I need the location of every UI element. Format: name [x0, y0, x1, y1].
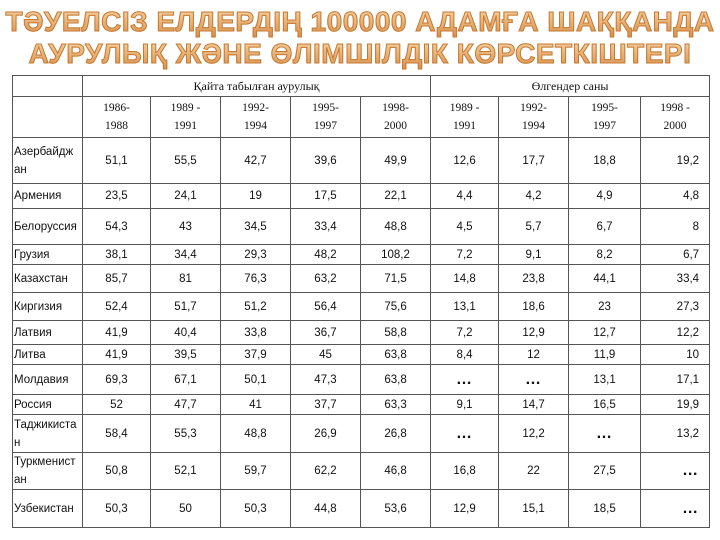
table-cell: 13,2: [641, 415, 710, 453]
table-cell: 7,2: [431, 245, 499, 265]
table-cell: 44,1: [569, 265, 641, 293]
table-cell: 10: [641, 345, 710, 365]
table-row: [13, 321, 710, 345]
table-cell: 63,2: [291, 265, 361, 293]
table-cell: 13,1: [431, 293, 499, 321]
table-cell: 4,2: [499, 184, 569, 209]
header-empty: [13, 97, 83, 138]
table-cell: 17,5: [291, 184, 361, 209]
year-header: 1989 - 1991: [151, 97, 221, 138]
table-cell: 33,8: [221, 321, 291, 345]
table-cell: 23,5: [83, 184, 151, 209]
table-cell: 41,9: [83, 321, 151, 345]
table-cell: 6,7: [641, 245, 710, 265]
table-cell: 19: [221, 184, 291, 209]
table-row: [13, 345, 710, 365]
country-name: Грузия: [13, 245, 83, 265]
country-name: Киргизия: [13, 293, 83, 321]
table-row: [13, 209, 710, 245]
table-cell: 12,2: [641, 321, 710, 345]
statistics-table: [12, 75, 710, 528]
table-cell: 71,5: [361, 265, 431, 293]
country-name: Таджикистан: [13, 415, 83, 453]
table-cell: 6,7: [569, 209, 641, 245]
page-title: [0, 0, 720, 70]
table-cell: 53,6: [361, 490, 431, 528]
country-name: Литва: [13, 345, 83, 365]
table-row: [13, 365, 710, 395]
table-cell: 4,5: [431, 209, 499, 245]
table-cell: 41,9: [83, 345, 151, 365]
table-cell: 41: [221, 395, 291, 415]
table-cell: 51,2: [221, 293, 291, 321]
table-row: [13, 490, 710, 528]
table-cell: 55,3: [151, 415, 221, 453]
table-cell: 55,5: [151, 138, 221, 184]
table-cell: 18,8: [569, 138, 641, 184]
table-cell: …: [641, 490, 710, 528]
table-cell: 85,7: [83, 265, 151, 293]
table-cell: 12,6: [431, 138, 499, 184]
table-cell: 27,5: [569, 453, 641, 490]
country-name: Казахстан: [13, 265, 83, 293]
table-cell: 36,7: [291, 321, 361, 345]
header-corner: [13, 76, 83, 97]
table-cell: 38,1: [83, 245, 151, 265]
table-cell: 24,1: [151, 184, 221, 209]
table-cell: 12,9: [499, 321, 569, 345]
table-cell: 45: [291, 345, 361, 365]
table-cell: 12,9: [431, 490, 499, 528]
country-name: Россия: [13, 395, 83, 415]
table-cell: 49,9: [361, 138, 431, 184]
table-cell: 81: [151, 265, 221, 293]
table-cell: 15,1: [499, 490, 569, 528]
table-cell: 48,8: [361, 209, 431, 245]
table-cell: 50,3: [221, 490, 291, 528]
table-cell: 52: [83, 395, 151, 415]
country-name: Белоруссия: [13, 209, 83, 245]
table-cell: 39,6: [291, 138, 361, 184]
table-cell: 52,4: [83, 293, 151, 321]
year-header: 1998 - 2000: [641, 97, 710, 138]
table-cell: 19,9: [641, 395, 710, 415]
table-cell: 50: [151, 490, 221, 528]
table-cell: …: [431, 415, 499, 453]
table-cell: 50,3: [83, 490, 151, 528]
table-cell: 33,4: [291, 209, 361, 245]
table-cell: 50,1: [221, 365, 291, 395]
table-cell: 69,3: [83, 365, 151, 395]
year-header: 1995- 1997: [569, 97, 641, 138]
year-header: 1998- 2000: [361, 97, 431, 138]
table-cell: 8,2: [569, 245, 641, 265]
country-name: Латвия: [13, 321, 83, 345]
table-cell: 63,3: [361, 395, 431, 415]
table-cell: 33,4: [641, 265, 710, 293]
table-cell: 4,8: [641, 184, 710, 209]
table-cell: 40,4: [151, 321, 221, 345]
year-header: 1992- 1994: [499, 97, 569, 138]
table-cell: 11,9: [569, 345, 641, 365]
table-cell: 47,3: [291, 365, 361, 395]
year-header: 1992- 1994: [221, 97, 291, 138]
table-cell: 56,4: [291, 293, 361, 321]
table-cell: 34,5: [221, 209, 291, 245]
table-cell: 22,1: [361, 184, 431, 209]
country-name: Туркменистан: [13, 453, 83, 490]
table-row: [13, 395, 710, 415]
table-cell: 29,3: [221, 245, 291, 265]
table-cell: 17,1: [641, 365, 710, 395]
table-cell: 12: [499, 345, 569, 365]
table-cell: 48,2: [291, 245, 361, 265]
country-name: Армения: [13, 184, 83, 209]
table-row: [13, 453, 710, 490]
year-header: 1989 - 1991: [431, 97, 499, 138]
table-cell: 4,4: [431, 184, 499, 209]
table-cell: 58,8: [361, 321, 431, 345]
table-cell: 18,5: [569, 490, 641, 528]
table-cell: 17,7: [499, 138, 569, 184]
table-cell: 47,7: [151, 395, 221, 415]
table-cell: 37,7: [291, 395, 361, 415]
table-cell: 51,1: [83, 138, 151, 184]
table-cell: 67,1: [151, 365, 221, 395]
table-cell: …: [431, 365, 499, 395]
table-cell: 37,9: [221, 345, 291, 365]
table-cell: 59,7: [221, 453, 291, 490]
table-row: [13, 293, 710, 321]
group-header-deaths: Өлгендер саны: [431, 76, 710, 97]
table-cell: 7,2: [431, 321, 499, 345]
group-header-morbidity: Қайта табылған аурулық: [83, 76, 431, 97]
table-cell: 43: [151, 209, 221, 245]
year-header: 1995- 1997: [291, 97, 361, 138]
table-cell: 8: [641, 209, 710, 245]
table-cell: 42,7: [221, 138, 291, 184]
table-cell: 34,4: [151, 245, 221, 265]
table-cell: 58,4: [83, 415, 151, 453]
table-cell: 16,8: [431, 453, 499, 490]
table-cell: 62,2: [291, 453, 361, 490]
table-cell: …: [641, 453, 710, 490]
table-cell: 51,7: [151, 293, 221, 321]
table-cell: 4,9: [569, 184, 641, 209]
table-cell: 26,8: [361, 415, 431, 453]
table-cell: 16,5: [569, 395, 641, 415]
table-cell: 27,3: [641, 293, 710, 321]
table-cell: 52,1: [151, 453, 221, 490]
table-row: [13, 245, 710, 265]
table-row: [13, 138, 710, 184]
title-line-2: АУРУЛЫҚ ЖӘНЕ ӨЛІМШІЛДІК КӨРСЕТКІШТЕРІ: [0, 38, 720, 70]
table-cell: 9,1: [499, 245, 569, 265]
table-cell: 8,4: [431, 345, 499, 365]
table-cell: 12,2: [499, 415, 569, 453]
table-cell: 23,8: [499, 265, 569, 293]
table-cell: 76,3: [221, 265, 291, 293]
year-header: 1986- 1988: [83, 97, 151, 138]
country-name: Азербайджан: [13, 138, 83, 184]
country-name: Узбекистан: [13, 490, 83, 528]
table-cell: 19,2: [641, 138, 710, 184]
table-cell: 23: [569, 293, 641, 321]
table-row: [13, 265, 710, 293]
table-cell: 75,6: [361, 293, 431, 321]
table-cell: …: [499, 365, 569, 395]
table-cell: …: [569, 415, 641, 453]
table-cell: 12,7: [569, 321, 641, 345]
table-cell: 18,6: [499, 293, 569, 321]
table-cell: 13,1: [569, 365, 641, 395]
table-cell: 44,8: [291, 490, 361, 528]
table-cell: 39,5: [151, 345, 221, 365]
table-cell: 54,3: [83, 209, 151, 245]
table-row: [13, 415, 710, 453]
table-cell: 108,2: [361, 245, 431, 265]
table-cell: 9,1: [431, 395, 499, 415]
table-cell: 48,8: [221, 415, 291, 453]
table-cell: 63,8: [361, 365, 431, 395]
table-cell: 5,7: [499, 209, 569, 245]
table-cell: 14,7: [499, 395, 569, 415]
table-cell: 63,8: [361, 345, 431, 365]
country-name: Молдавия: [13, 365, 83, 395]
table-cell: 46,8: [361, 453, 431, 490]
table-row: [13, 184, 710, 209]
table-cell: 26,9: [291, 415, 361, 453]
table-cell: 22: [499, 453, 569, 490]
table-cell: 14,8: [431, 265, 499, 293]
title-line-1: ТӘУЕЛСІЗ ЕЛДЕРДІҢ 100000 АДАМҒА ШАҚҚАНДА: [0, 6, 720, 38]
table-cell: 50,8: [83, 453, 151, 490]
